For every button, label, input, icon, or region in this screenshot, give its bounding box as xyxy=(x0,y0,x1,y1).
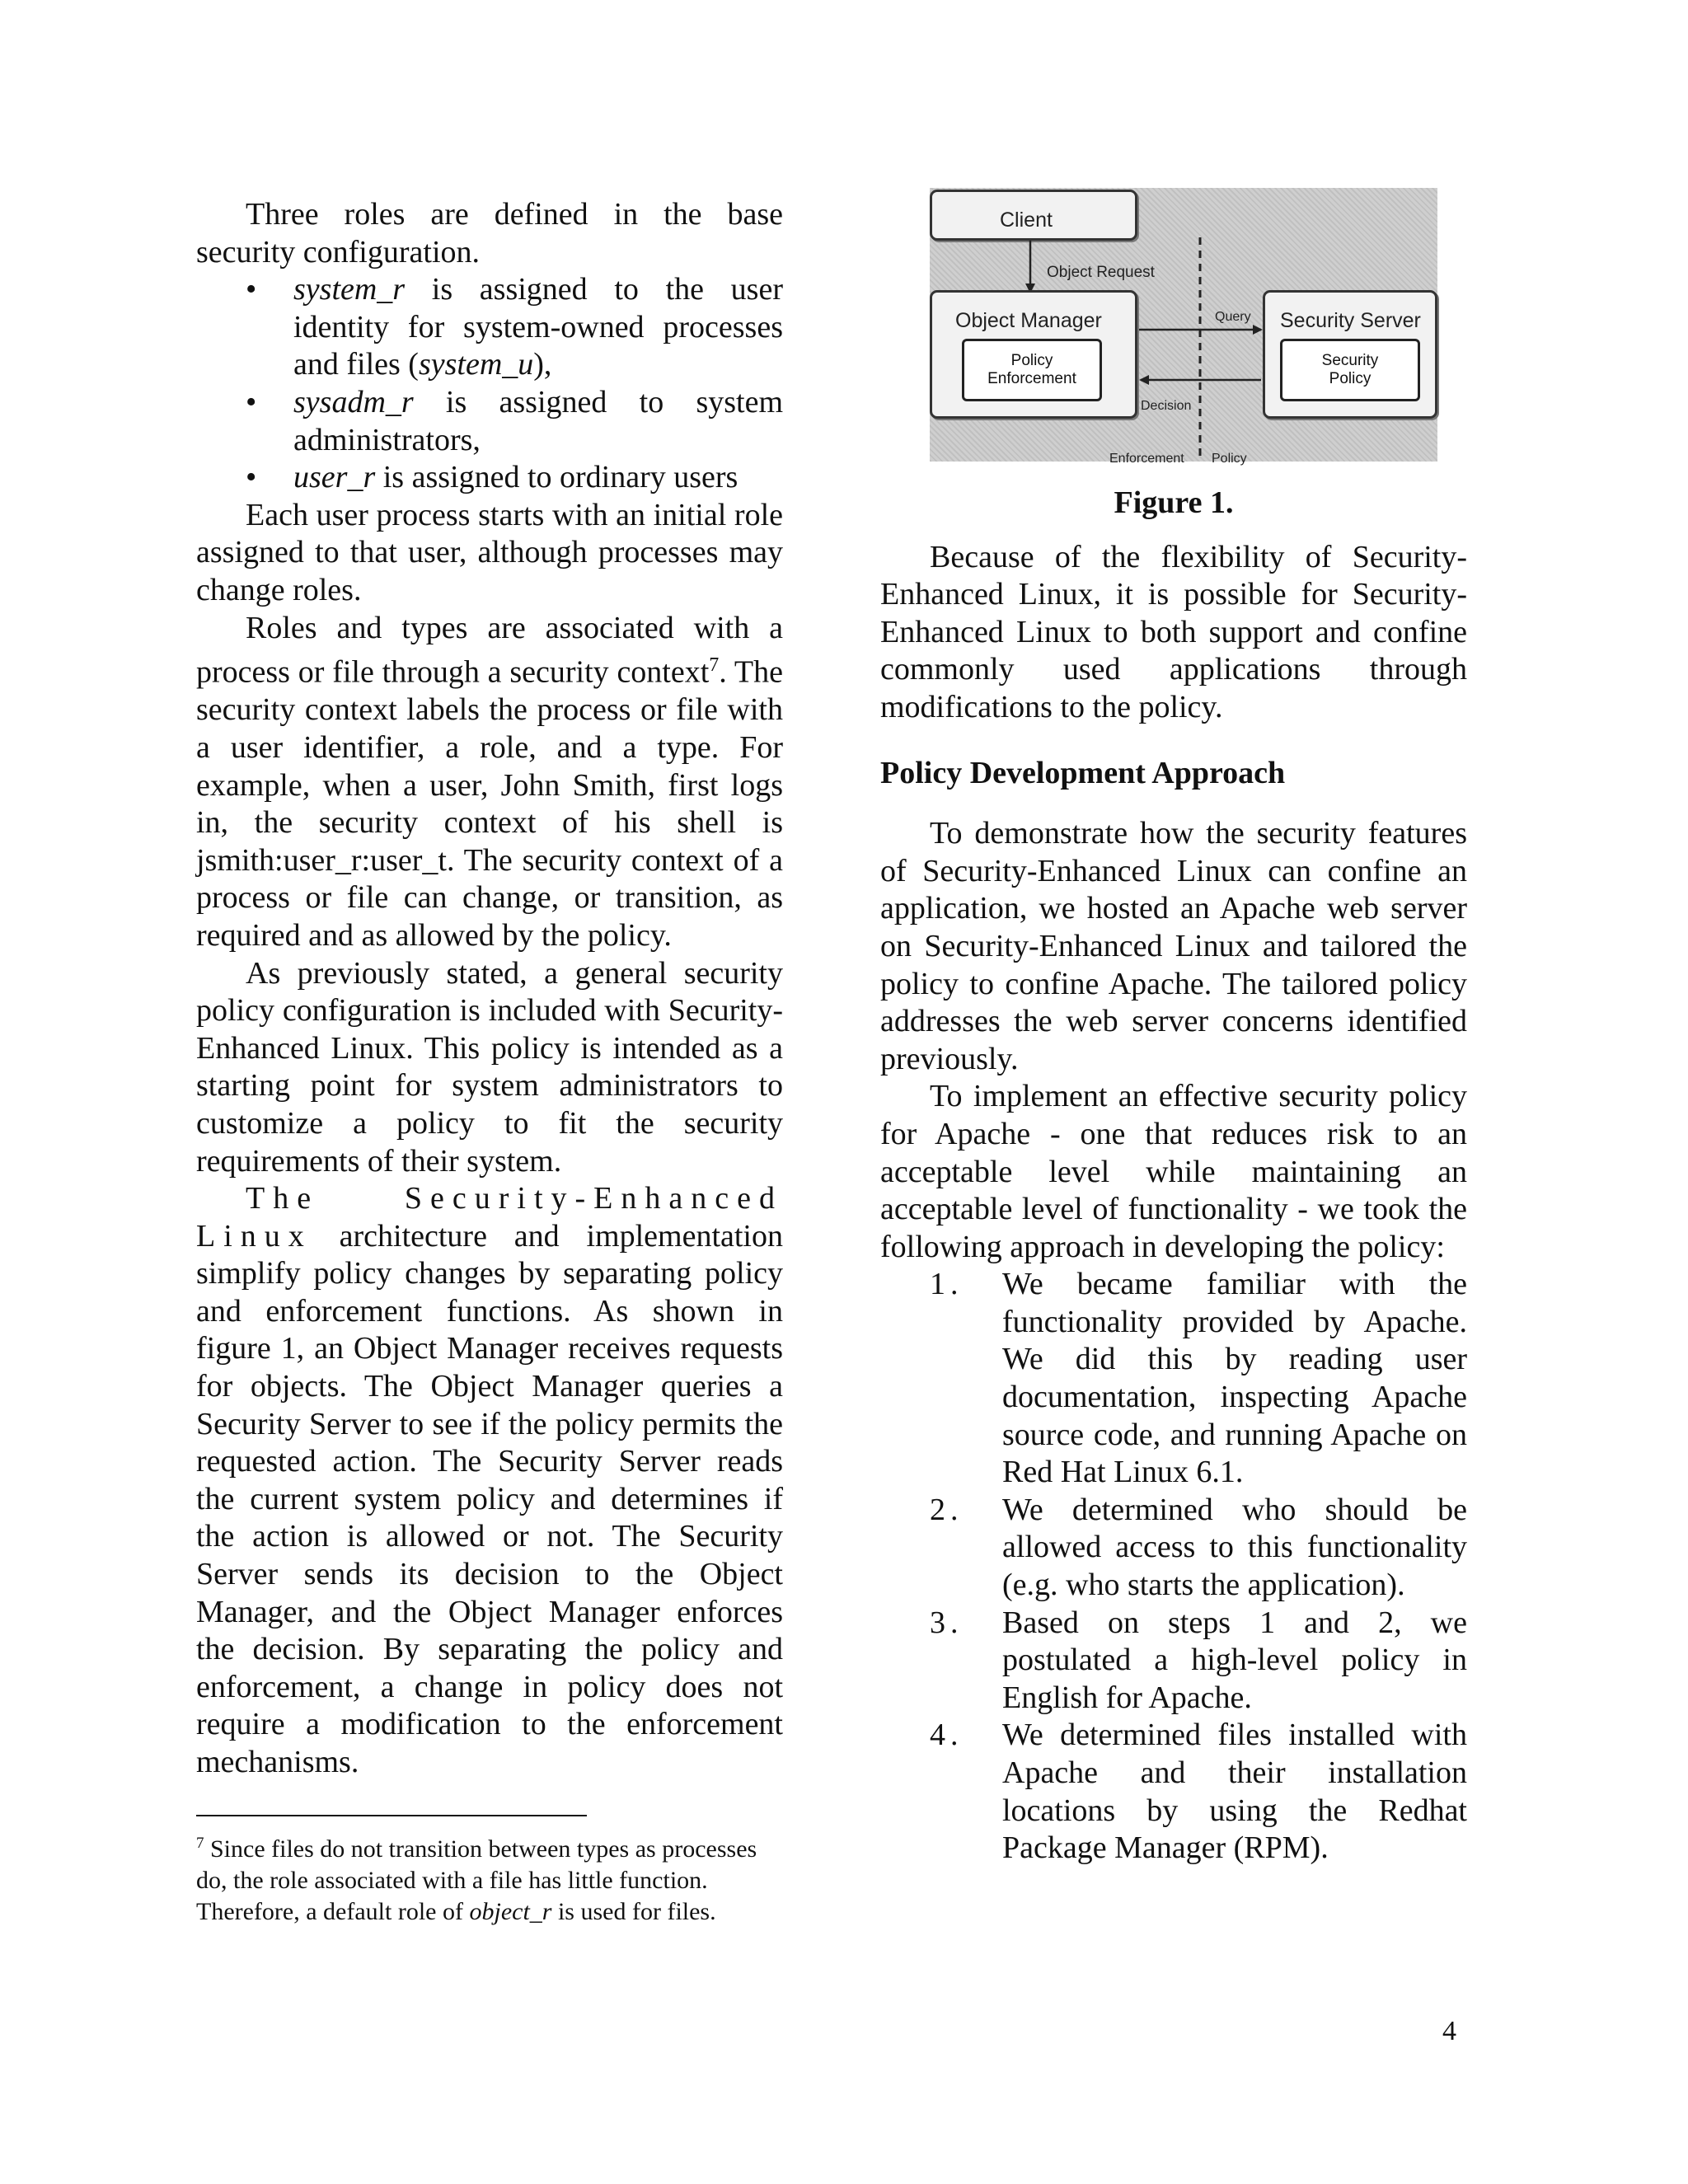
bullet-marker: • xyxy=(246,460,257,495)
security-context-text: Roles and types are associated with a process or file through a security context xyxy=(196,610,783,690)
role-term: system_r xyxy=(293,272,406,307)
paragraph-general-policy: As previously stated, a general security policy configuration is included with Security-Enhanced Linux. This policy is intended as a starting point for system administrators to customize a policy to fit the security requirements of their system. xyxy=(196,955,783,1179)
bullet-marker: • xyxy=(246,384,257,419)
role-term: sysadm_r xyxy=(293,384,414,419)
step-number: 2. xyxy=(930,1492,964,1527)
user-term: system_u xyxy=(418,347,534,382)
bullet-text: is assigned to the user identity for system-owned processes and files ( xyxy=(293,272,783,382)
bullet-text-end: ), xyxy=(533,347,552,382)
paragraph-security-context xyxy=(196,610,783,955)
right-column xyxy=(880,188,1467,1868)
step-number: 3. xyxy=(930,1605,964,1640)
policy-enforcement-box xyxy=(962,339,1102,401)
step-number: 4. xyxy=(930,1718,964,1753)
footnote-7 xyxy=(196,1828,783,1928)
left-column xyxy=(196,196,783,1928)
step-text: We became familiar with the functionality provided by Apache. We did this by reading user documentation, inspecting Apache source code, and running Apache on Red Hat Linux 6.1. xyxy=(1002,1267,1467,1490)
bullet-text: is assigned to ordinary users xyxy=(375,460,738,495)
list-item xyxy=(880,1492,1467,1605)
policy-label: Policy xyxy=(1212,452,1247,466)
footnote-text: Since files do not transition between types as processes do, the role associated with a file has little function. Therefore, a default role of xyxy=(196,1835,757,1925)
footnote-divider xyxy=(196,1815,587,1816)
policy-enforcement-label-1: Policy xyxy=(1010,352,1053,369)
bullet-text: is assigned to system administrators, xyxy=(293,384,783,457)
paragraph-implement: To implement an effective security policy for Apache - one that reduces risk to an acceptable level while maintaining an acceptable level of functionality - we took the following approach in developing the policy: xyxy=(880,1079,1467,1264)
object-manager-label: Object Manager xyxy=(955,309,1102,332)
security-context-text-cont: . The security context labels the process or file with a user identifier, a role, and a type. For example, when a user, John Smith, first logs in, the security context of his shell is jsmith:user_r:user_t. The security context of a process or file can change, or transition, as required and as allowed by the policy. xyxy=(196,654,783,953)
role-term: user_r xyxy=(293,460,376,495)
query-label: Query xyxy=(1215,310,1251,324)
security-policy-labels xyxy=(1322,352,1379,388)
security-server-box xyxy=(1263,290,1437,419)
list-item xyxy=(196,384,783,459)
paragraph-roles-intro: Three roles are defined in the base security configuration. xyxy=(196,197,783,269)
query-arrowhead xyxy=(1253,325,1263,335)
security-server-label: Security Server xyxy=(1280,309,1421,332)
object-request-label: Object Request xyxy=(1047,264,1155,281)
list-item xyxy=(196,271,783,384)
section-heading: Policy Development Approach xyxy=(880,755,1286,790)
figure-caption: Figure 1. xyxy=(1114,485,1234,520)
step-text: We determined files installed with Apache and their installation locations by using the Redhat Package Manager (RPM). xyxy=(1002,1718,1467,1866)
decision-arrowhead xyxy=(1139,375,1149,385)
paragraph-initial-role: Each user process starts with an initial role assigned to that user, although processes may change roles. xyxy=(196,497,783,607)
roles-bullet-list xyxy=(196,271,783,497)
list-item xyxy=(880,1605,1467,1718)
approach-steps-list xyxy=(880,1266,1467,1868)
architecture-figure xyxy=(930,188,1437,466)
footnote-marker: 7 xyxy=(196,1834,204,1852)
paragraph-demonstrate: To demonstrate how the security features of Security-Enhanced Linux can confine an application, we hosted an Apache web server on Security-Enhanced Linux and tailored the policy to confine Apache. The tailored policy addresses the web server concerns identified previously. xyxy=(880,816,1467,1076)
footnote-ref: 7 xyxy=(709,654,720,677)
step-text: Based on steps 1 and 2, we postulated a high-level policy in English for Apache. xyxy=(1002,1605,1467,1715)
step-number: 1. xyxy=(930,1267,964,1302)
step-text: We determined who should be allowed access to this functionality (e.g. who starts the application). xyxy=(1002,1492,1467,1603)
page-number: 4 xyxy=(1442,2016,1456,2046)
enforcement-label: Enforcement xyxy=(1109,452,1184,466)
list-item xyxy=(880,1266,1467,1492)
architecture-text: architecture and implementation simplify policy changes by separating policy and enforcement functions. As shown in figure 1, an Object Manager receives requests for objects. The Object Manager queries a Security Server to see if the policy permits the requested action. The Security Server reads the current system policy and determines if the action is allowed or not. The Security Server sends its decision to the Object Manager, and the Object Manager enforces the decision. By separating the policy and enforcement, a change in policy does not require a modification to the enforcement mechanisms. xyxy=(196,1218,783,1779)
security-policy-label-1: Security xyxy=(1321,352,1379,369)
paragraph-flexibility: Because of the flexibility of Security-Enhanced Linux, it is possible for Security-Enhanced Linux to both support and confine commonly used applications through modifications to the policy. xyxy=(880,539,1467,724)
footnote-text-end: is used for files. xyxy=(551,1897,716,1925)
security-policy-box xyxy=(1280,339,1420,401)
bullet-marker: • xyxy=(246,272,257,307)
list-item xyxy=(196,459,783,497)
policy-enforcement-labels xyxy=(987,352,1076,388)
architecture-first-line: The Security-Enhanced Linux xyxy=(196,1181,783,1254)
security-policy-label-2: Policy xyxy=(1329,370,1372,387)
paragraph-architecture xyxy=(196,1180,783,1782)
decision-label: Decision xyxy=(1141,399,1192,413)
footnote-term: object_r xyxy=(469,1897,552,1925)
list-item xyxy=(880,1717,1467,1867)
object-manager-box xyxy=(930,290,1137,419)
client-label: Client xyxy=(1000,209,1053,232)
policy-enforcement-label-2: Enforcement xyxy=(987,370,1076,387)
